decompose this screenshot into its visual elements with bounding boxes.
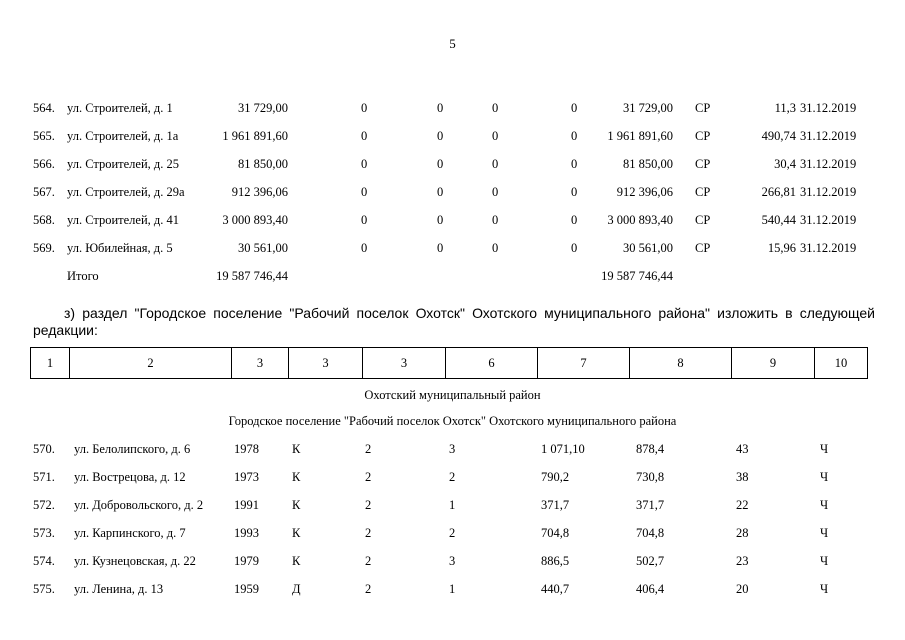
row-ownership: Ч	[820, 554, 829, 568]
row-date: 31.12.2019	[800, 241, 857, 255]
header-cell: 9	[732, 348, 815, 378]
table-row	[0, 129, 905, 145]
row-amount-total: 3 000 893,40	[607, 213, 673, 227]
table-row	[0, 498, 905, 514]
row-amount-total: 31 729,00	[623, 101, 673, 115]
row-year: 1978	[234, 442, 259, 456]
row-area: 11,3	[774, 101, 796, 115]
row-number: 571.	[33, 470, 55, 484]
row-living-area: 371,7	[636, 498, 665, 512]
row-value: 0	[437, 185, 444, 199]
row-floors: 2	[365, 526, 372, 540]
row-ownership: Ч	[820, 526, 829, 540]
row-total-area: 1 071,10	[541, 442, 585, 456]
row-value: 0	[361, 213, 368, 227]
table-row	[0, 101, 905, 117]
row-wall-type: К	[292, 554, 301, 568]
row-total-area: 886,5	[541, 554, 570, 568]
table-row	[0, 526, 905, 542]
row-address: ул. Карпинского, д. 7	[74, 526, 186, 540]
row-address: ул. Строителей, д. 1	[67, 101, 173, 115]
row-code: СР	[695, 241, 711, 255]
row-value: 0	[361, 101, 368, 115]
header-cell: 10	[834, 355, 848, 370]
row-total-area: 790,2	[541, 470, 570, 484]
row-floors: 2	[365, 442, 372, 456]
row-value: 0	[361, 241, 368, 255]
row-date: 31.12.2019	[800, 213, 857, 227]
row-residents: 20	[736, 582, 749, 596]
row-area: 490,74	[761, 129, 796, 143]
row-entrances: 2	[449, 470, 456, 484]
total-amount: 19 587 746,44	[216, 269, 288, 283]
row-wall-type: К	[292, 498, 301, 512]
row-residents: 22	[736, 498, 749, 512]
row-year: 1959	[234, 582, 259, 596]
row-entrances: 3	[449, 554, 456, 568]
table-row	[0, 241, 905, 257]
row-amount-total: 30 561,00	[623, 241, 673, 255]
header-cell: 3	[232, 348, 289, 378]
row-entrances: 1	[449, 498, 456, 512]
row-residents: 28	[736, 526, 749, 540]
table-row	[0, 470, 905, 486]
instruction-paragraph: з) раздел "Городское поселение "Рабочий поселок Охотск" Охотского муниципального района" изложить в следующей редакции:	[33, 305, 875, 338]
row-number: 569.	[33, 241, 55, 255]
row-value: 0	[571, 101, 578, 115]
row-number: 567.	[33, 185, 55, 199]
row-year: 1979	[234, 554, 259, 568]
row-value: 0	[571, 185, 578, 199]
row-number: 574.	[33, 554, 55, 568]
row-wall-type: К	[292, 442, 301, 456]
row-floors: 2	[365, 582, 372, 596]
row-value: 0	[437, 101, 444, 115]
row-date: 31.12.2019	[800, 157, 857, 171]
row-wall-type: К	[292, 526, 301, 540]
row-year: 1991	[234, 498, 259, 512]
total-row	[0, 269, 905, 285]
column-header-grid	[30, 347, 868, 379]
row-value: 0	[437, 129, 444, 143]
row-ownership: Ч	[820, 582, 829, 596]
row-value: 0	[492, 101, 499, 115]
row-floors: 2	[365, 498, 372, 512]
row-number: 565.	[33, 129, 55, 143]
row-number: 566.	[33, 157, 55, 171]
table-row	[0, 213, 905, 229]
row-living-area: 878,4	[636, 442, 665, 456]
row-ownership: Ч	[820, 442, 829, 456]
row-ownership: Ч	[820, 470, 829, 484]
header-cell: 3	[289, 348, 363, 378]
row-year: 1993	[234, 526, 259, 540]
row-code: СР	[695, 129, 711, 143]
row-living-area: 406,4	[636, 582, 665, 596]
total-label: Итого	[67, 269, 99, 283]
row-code: СР	[695, 213, 711, 227]
row-area: 540,44	[761, 213, 796, 227]
row-value: 0	[492, 213, 499, 227]
table-row	[0, 157, 905, 173]
row-address: ул. Строителей, д. 1а	[67, 129, 179, 143]
row-total-area: 440,7	[541, 582, 570, 596]
row-number: 575.	[33, 582, 55, 596]
page-number: 5	[449, 36, 456, 51]
row-living-area: 704,8	[636, 526, 665, 540]
row-area: 15,96	[767, 241, 796, 255]
row-value: 0	[492, 129, 499, 143]
row-amount: 30 561,00	[238, 241, 288, 255]
row-total-area: 704,8	[541, 526, 570, 540]
row-address: ул. Строителей, д. 29а	[67, 185, 185, 199]
row-number: 570.	[33, 442, 55, 456]
row-value: 0	[361, 129, 368, 143]
row-residents: 38	[736, 470, 749, 484]
row-living-area: 502,7	[636, 554, 665, 568]
row-year: 1973	[234, 470, 259, 484]
row-value: 0	[571, 213, 578, 227]
row-area: 266,81	[761, 185, 796, 199]
row-value: 0	[437, 213, 444, 227]
row-address: ул. Добровольского, д. 2	[74, 498, 204, 512]
row-entrances: 1	[449, 582, 456, 596]
row-value: 0	[361, 157, 368, 171]
row-amount: 81 850,00	[238, 157, 288, 171]
row-address: ул. Вострецова, д. 12	[74, 470, 186, 484]
table-row	[0, 582, 905, 598]
row-code: СР	[695, 185, 711, 199]
row-code: СР	[695, 101, 711, 115]
row-code: СР	[695, 157, 711, 171]
row-ownership: Ч	[820, 498, 829, 512]
header-cell: 7	[538, 348, 630, 378]
row-value: 0	[361, 185, 368, 199]
row-address: ул. Кузнецовская, д. 22	[74, 554, 196, 568]
table-row	[0, 442, 905, 458]
row-address: ул. Белолипского, д. 6	[74, 442, 191, 456]
settlement-title: Городское поселение "Рабочий поселок Охотск" Охотского муниципального района	[228, 414, 677, 428]
row-area: 30,4	[774, 157, 796, 171]
total-amount-2: 19 587 746,44	[601, 269, 673, 283]
row-value: 0	[571, 157, 578, 171]
row-value: 0	[571, 241, 578, 255]
row-date: 31.12.2019	[800, 129, 857, 143]
district-title: Охотский муниципальный район	[364, 388, 541, 402]
row-floors: 2	[365, 470, 372, 484]
row-value: 0	[492, 241, 499, 255]
row-address: ул. Строителей, д. 41	[67, 213, 180, 227]
row-value: 0	[437, 157, 444, 171]
table-row	[0, 554, 905, 570]
row-date: 31.12.2019	[800, 185, 857, 199]
row-amount-total: 1 961 891,60	[607, 129, 673, 143]
row-living-area: 730,8	[636, 470, 665, 484]
header-cell: 3	[363, 348, 446, 378]
row-value: 0	[492, 157, 499, 171]
row-residents: 43	[736, 442, 749, 456]
header-cell: 6	[446, 348, 538, 378]
row-entrances: 3	[449, 442, 456, 456]
header-cell: 1	[31, 348, 70, 378]
row-address: ул. Ленина, д. 13	[74, 582, 164, 596]
row-wall-type: К	[292, 470, 301, 484]
row-value: 0	[571, 129, 578, 143]
row-entrances: 2	[449, 526, 456, 540]
row-number: 573.	[33, 526, 55, 540]
row-amount: 912 396,06	[231, 185, 288, 199]
row-amount-total: 81 850,00	[623, 157, 673, 171]
row-wall-type: Д	[292, 582, 301, 596]
row-amount: 31 729,00	[238, 101, 288, 115]
row-amount: 1 961 891,60	[222, 129, 288, 143]
table-row	[0, 185, 905, 201]
row-amount: 3 000 893,40	[222, 213, 288, 227]
row-number: 572.	[33, 498, 55, 512]
row-value: 0	[437, 241, 444, 255]
row-number: 568.	[33, 213, 55, 227]
header-cell: 8	[630, 348, 732, 378]
row-number: 564.	[33, 101, 55, 115]
row-value: 0	[492, 185, 499, 199]
row-amount-total: 912 396,06	[616, 185, 673, 199]
row-total-area: 371,7	[541, 498, 570, 512]
row-residents: 23	[736, 554, 749, 568]
row-address: ул. Строителей, д. 25	[67, 157, 180, 171]
row-address: ул. Юбилейная, д. 5	[67, 241, 173, 255]
header-cell: 2	[70, 348, 232, 378]
row-date: 31.12.2019	[800, 101, 857, 115]
row-floors: 2	[365, 554, 372, 568]
